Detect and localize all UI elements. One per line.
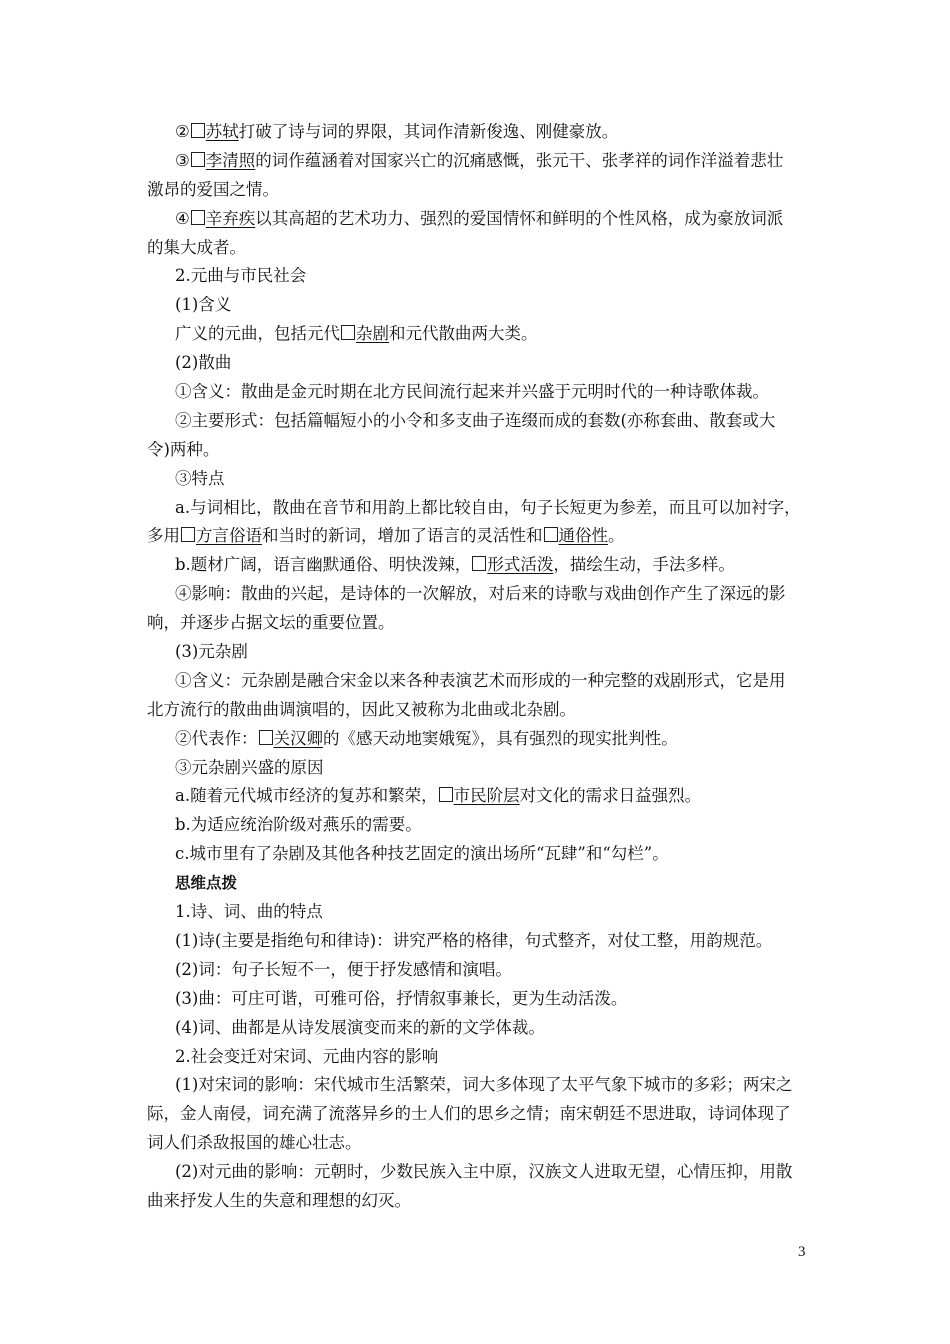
- text-segment: 。: [608, 526, 625, 546]
- text-segment: ②: [175, 122, 190, 141]
- text-segment: 1.诗、词、曲的特点: [175, 902, 323, 922]
- text-segment: b.为适应统治阶级对燕乐的需要。: [175, 815, 422, 835]
- text-line: [147, 1129, 815, 1158]
- blank-box-icon: [439, 787, 453, 802]
- text-line: [147, 609, 815, 638]
- text-segment: ②代表作：: [175, 728, 258, 748]
- answer-blank: 关汉卿: [258, 729, 324, 748]
- text-segment: (1)含义: [175, 295, 232, 315]
- text-segment: (3)元杂剧: [175, 642, 248, 662]
- answer-blank: 市民阶层: [438, 786, 520, 805]
- text-segment: 思维点拨: [175, 874, 238, 893]
- text-segment: a.随着元代城市经济的复苏和繁荣，: [175, 786, 438, 806]
- text-line: [147, 898, 815, 927]
- text-line: [147, 754, 815, 783]
- text-line: [147, 465, 815, 494]
- text-segment: ①含义：散曲是金元时期在北方民间流行起来并兴盛于元明时代的一种诗歌体裁。: [175, 382, 769, 402]
- text-line: [147, 638, 815, 667]
- text-segment: ，描绘生动，手法多样。: [553, 555, 735, 575]
- text-segment: 2.元曲与市民社会: [175, 266, 307, 286]
- blank-box-icon: [259, 730, 273, 745]
- text-line: [147, 956, 815, 985]
- text-line: [147, 262, 815, 291]
- text-segment: 对文化的需求日益强烈。: [519, 786, 702, 806]
- text-segment: (1)诗(主要是指绝句和律诗)：讲究严格的格律，句式整齐，对仗工整，用韵规范。: [175, 930, 773, 950]
- answer-blank: 杂剧: [340, 324, 389, 343]
- text-line: [147, 811, 815, 840]
- page-number: 3: [798, 1244, 806, 1260]
- text-segment: 的《感天动地窦娥冤》，具有强烈的现实批判性。: [323, 728, 678, 748]
- text-line: [147, 522, 815, 551]
- text-line: [147, 551, 815, 580]
- text-line: [147, 176, 815, 205]
- blank-box-icon: [544, 527, 558, 542]
- text-line: [147, 782, 815, 811]
- text-line: [147, 234, 815, 263]
- text-segment: (1)对宋词的影响：宋代城市生活繁荣，词大多体现了太平气象下城市的多彩；两宋之: [175, 1075, 793, 1095]
- text-segment: 多用: [147, 526, 180, 546]
- text-segment: c.城市里有了杂剧及其他各种技艺固定的演出场所“瓦肆”和“勾栏”。: [175, 844, 669, 864]
- text-segment: 令)两种。: [147, 439, 220, 459]
- section-heading: [147, 869, 815, 898]
- text-segment: 激昂的爱国之情。: [147, 179, 279, 199]
- text-line: [147, 840, 815, 869]
- text-line: [147, 349, 815, 378]
- text-line: [147, 436, 815, 465]
- text-line: [147, 667, 815, 696]
- answer-blank: 李清照: [190, 151, 256, 170]
- text-segment: 和当时的新词，增加了语言的灵活性和: [262, 526, 543, 546]
- text-segment: ④: [175, 208, 190, 228]
- text-segment: ④影响：散曲的兴起，是诗体的一次解放，对后来的诗歌与戏曲创作产生了深远的影: [175, 584, 786, 604]
- text-segment: 2.社会变迁对宋词、元曲内容的影响: [175, 1046, 439, 1066]
- text-segment: 和元代散曲两大类。: [389, 324, 538, 344]
- text-line: [147, 147, 815, 176]
- text-line: [147, 1187, 815, 1216]
- text-line: [147, 407, 815, 436]
- text-segment: b.题材广阔，语言幽默通俗、明快泼辣，: [175, 555, 472, 575]
- text-segment: (3)曲：可庄可谐，可雅可俗，抒情叙事兼长，更为生动活泼。: [175, 988, 628, 1008]
- text-line: [147, 118, 815, 147]
- text-segment: ③特点: [175, 468, 225, 488]
- blank-box-icon: [191, 123, 205, 138]
- text-line: [147, 1043, 815, 1072]
- blank-box-icon: [472, 556, 486, 571]
- text-segment: (2)对元曲的影响：元朝时，少数民族入主中原，汉族文人进取无望，心情压抑，用散: [175, 1162, 793, 1182]
- blank-box-icon: [341, 325, 355, 340]
- blank-box-icon: [191, 210, 205, 225]
- text-segment: (2)散曲: [175, 353, 232, 373]
- answer-blank: 通俗性: [543, 526, 609, 545]
- text-line: [147, 1158, 815, 1187]
- text-line: [147, 494, 815, 523]
- text-segment: ③元杂剧兴盛的原因: [175, 757, 324, 777]
- text-line: [147, 927, 815, 956]
- blank-box-icon: [191, 152, 205, 167]
- answer-blank: 苏轼: [190, 122, 239, 141]
- text-segment: 的词作蕴涵着对国家兴亡的沉痛感慨，张元干、张孝祥的词作洋溢着悲壮: [255, 150, 784, 170]
- text-segment: 打破了诗与词的界限，其词作清新俊逸、刚健豪放。: [238, 122, 619, 141]
- text-segment: 的集大成者。: [147, 237, 246, 257]
- text-segment: 广义的元曲，包括元代: [175, 324, 340, 344]
- text-line: [147, 725, 815, 754]
- text-segment: (4)词、曲都是从诗发展演变而来的新的文学体裁。: [175, 1017, 545, 1037]
- answer-blank: 形式活泼: [471, 555, 553, 574]
- text-segment: ③: [175, 150, 190, 170]
- text-line: [147, 580, 815, 609]
- text-line: [147, 1014, 815, 1043]
- text-segment: 际，金人南侵，词充满了流落异乡的士人们的思乡之情；南宋朝廷不思进取，诗词体现了: [147, 1104, 791, 1124]
- text-segment: 曲来抒发人生的失意和理想的幻灭。: [147, 1190, 411, 1210]
- text-segment: 词人们杀敌报国的雄心壮志。: [147, 1133, 362, 1153]
- text-segment: 北方流行的散曲曲调演唱的，因此又被称为北曲或北杂剧。: [147, 699, 576, 719]
- answer-blank: 辛弃疾: [190, 209, 256, 228]
- text-line: [147, 378, 815, 407]
- text-segment: 响，并逐步占据文坛的重要位置。: [147, 613, 395, 633]
- text-line: [147, 985, 815, 1014]
- blank-box-icon: [181, 527, 195, 542]
- text-segment: 以其高超的艺术功力、强烈的爱国情怀和鲜明的个性风格，成为豪放词派: [255, 208, 784, 228]
- text-segment: ①含义：元杂剧是融合宋金以来各种表演艺术而形成的一种完整的戏剧形式，它是用: [175, 670, 786, 690]
- text-segment: (2)词：句子长短不一，便于抒发感情和演唱。: [175, 959, 512, 979]
- text-line: [147, 696, 815, 725]
- text-line: [147, 291, 815, 320]
- text-segment: a.与词相比，散曲在音节和用韵上都比较自由，句子长短更为参差，而且可以加衬字，: [175, 497, 801, 517]
- text-line: [147, 1100, 815, 1129]
- text-line: [147, 205, 815, 234]
- answer-blank: 方言俗语: [180, 526, 262, 545]
- text-line: [147, 1071, 815, 1100]
- document-body: [147, 118, 815, 1216]
- text-line: [147, 320, 815, 349]
- text-segment: ②主要形式：包括篇幅短小的小令和多支曲子连缀而成的套数(亦称套曲、散套或大: [175, 410, 776, 430]
